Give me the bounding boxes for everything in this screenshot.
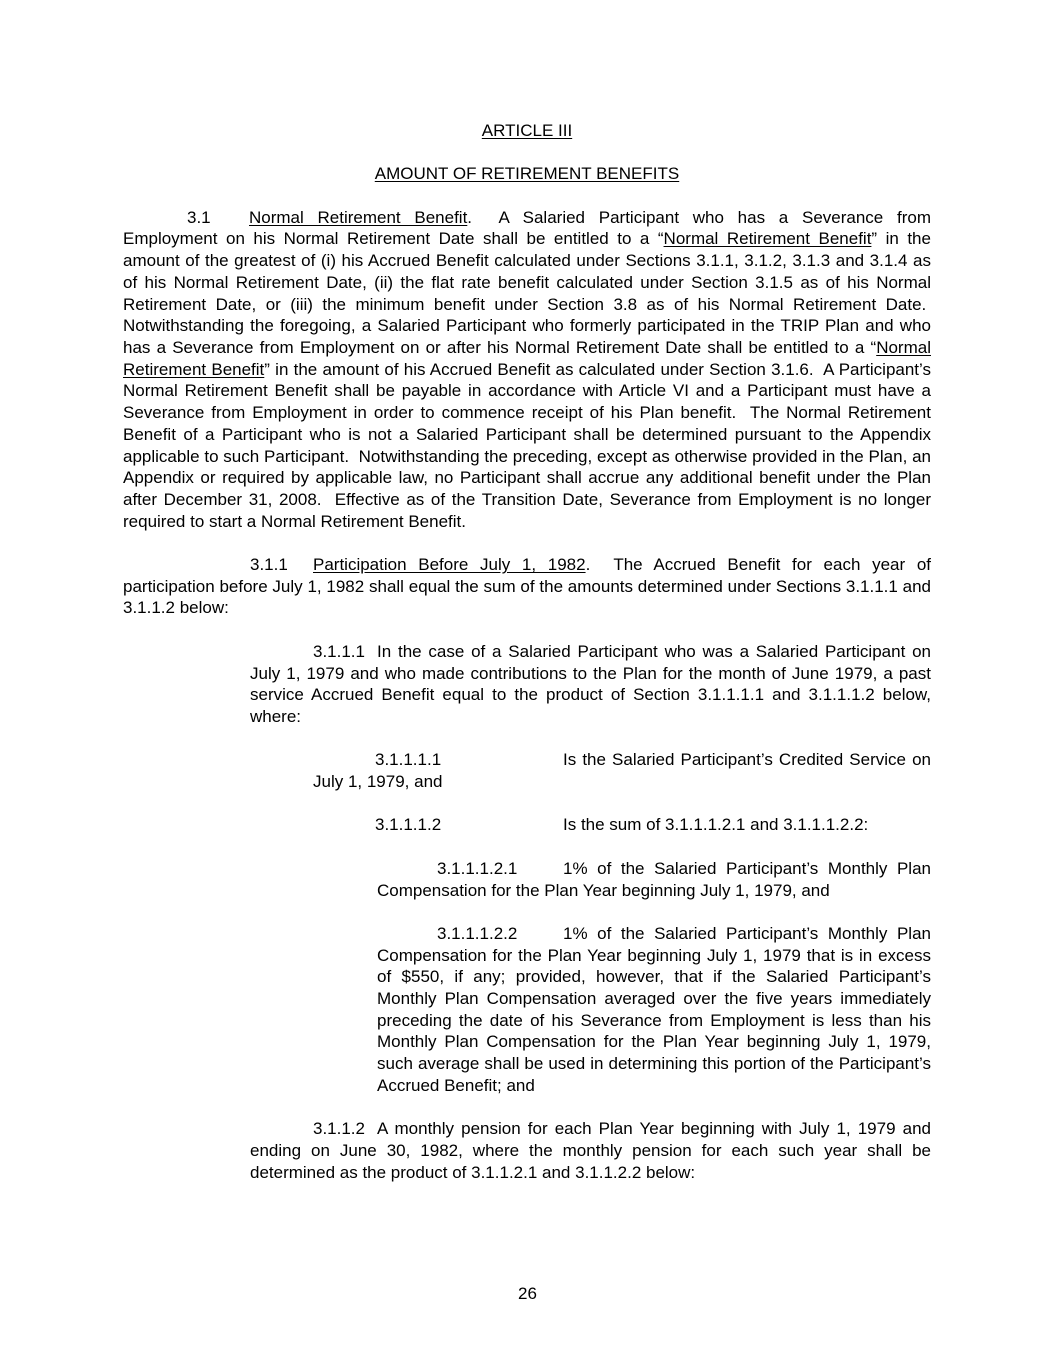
section-number: 3.1.1.1.2 — [375, 815, 442, 835]
text-run: Is the Salaried Participant’s Credited Service on July 1, 1979, and — [313, 750, 931, 792]
section-number: 3.1.1.1 — [313, 641, 365, 661]
section-number: 3.1.1.1.1 — [375, 750, 442, 770]
text-run: ” in the amount of the greatest of (i) his Accrued Benefit calculated under Sections 3.1.1, 3.1.2, 3.1.3 and 3.1.4 as of his Normal Retirement Date, (ii) the flat rate benefit calculated under Section 3.1.5 as of his Normal Retirement Date, or (iii) the minimum benefit under Section 3.8 as of his Normal Retirement Date. Notwithstanding the foregoing, a Salaried Participant who formerly participated in the TRIP Plan and who has a Severance from Employment on or after his Normal Retirement Date shall be entitled to a “ — [123, 229, 931, 357]
text-run: . The Accrued Benefit for each year of participation before July 1, 1982 shall equal the sum of the amounts determined under Sections 3.1.1.1 and 3.1.1.2 below: — [123, 555, 931, 618]
article-heading — [123, 120, 931, 142]
paragraph-3.1.1.1.1 — [313, 749, 931, 792]
text-run: Is the sum of 3.1.1.1.2.1 and 3.1.1.1.2.2: — [563, 815, 869, 835]
section-number: 3.1.1.2 — [313, 1119, 365, 1139]
section-heading — [123, 163, 931, 185]
page-number: 26 — [518, 1284, 537, 1303]
paragraph-3.1.1 — [123, 554, 931, 619]
underlined-text-run: Normal Retirement Benefit — [249, 207, 468, 227]
paragraph-3.1.1.1 — [250, 641, 931, 728]
paragraph-3.1.1.1.2.2 — [377, 923, 931, 1097]
text-run: In the case of a Salaried Participant who was a Salaried Participant on July 1, 1979 and who made contributions to the Plan for the month of June 1979, a past service Accrued Benefit equal to the product of Section 3.1.1.1.1 and 3.1.1.1.2 below, where: — [250, 641, 931, 726]
text-run: 1% of the Salaried Participant’s Monthly Plan Compensation for the Plan Year beginning July 1, 1979 that is in excess of $550, if any; provided, however, that if the Salaried Participant’s Monthly Plan Compensation averaged over the five years immediately preceding the date of his Severance from Employment is less than his Monthly Plan Compensation for the Plan Year beginning July 1, 1979, such average shall be used in determining this portion of the Participant’s Accrued Benefit; and — [377, 923, 931, 1095]
section-number: 3.1.1.1.2.1 — [437, 858, 518, 878]
underlined-text-run: Normal Retirement Benefit — [663, 229, 872, 249]
text-run: 1% of the Salaried Participant’s Monthly Plan Compensation for the Plan Year beginning July 1, 1979, and — [377, 858, 931, 900]
text-run: A monthly pension for each Plan Year beginning with July 1, 1979 and ending on June 30, 1982, where the monthly pension for each such year shall be determined as the product of 3.1.1.2.1 and 3.1.1.2.2 below: — [250, 1119, 931, 1182]
paragraph-3.1 — [123, 207, 931, 533]
section-number: 3.1.1 — [250, 555, 288, 575]
article-heading-text: ARTICLE III — [481, 121, 573, 140]
text-run: ” in the amount of his Accrued Benefit as calculated under Section 3.1.6. A Participant’s Normal Retirement Benefit shall be payable in accordance with Article VI and a Participant must have a Severance from Employment in order to commence receipt of his Plan benefit. The Normal Retirement Benefit of a Participant who is not a Salaried Participant shall be determined pursuant to the Appendix applicable to such Participant. Notwithstanding the preceding, except as otherwise provided in the Plan, an Appendix or required by applicable law, no Participant shall accrue any additional benefit under the Plan after December 31, 2008. Effective as of the Transition Date, Severance from Employment is no longer required to start a Normal Retirement Benefit. — [123, 359, 932, 531]
paragraph-3.1.1.1.2 — [313, 814, 931, 836]
section-heading-text: AMOUNT OF RETIREMENT BENEFITS — [374, 164, 680, 184]
section-number: 3.1.1.1.2.2 — [437, 923, 518, 943]
underlined-text-run: Normal Retirement Benefit — [123, 338, 931, 379]
text-run: . A Salaried Participant who has a Severance from Employment on his Normal Retirement Date shall be entitled to a “ — [123, 207, 931, 249]
document-body — [123, 207, 931, 1184]
underlined-text-run: Participation Before July 1, 1982 — [313, 555, 586, 575]
paragraph-3.1.1.2 — [250, 1118, 931, 1183]
section-number: 3.1 — [187, 207, 211, 227]
paragraph-3.1.1.1.2.1 — [377, 858, 931, 901]
